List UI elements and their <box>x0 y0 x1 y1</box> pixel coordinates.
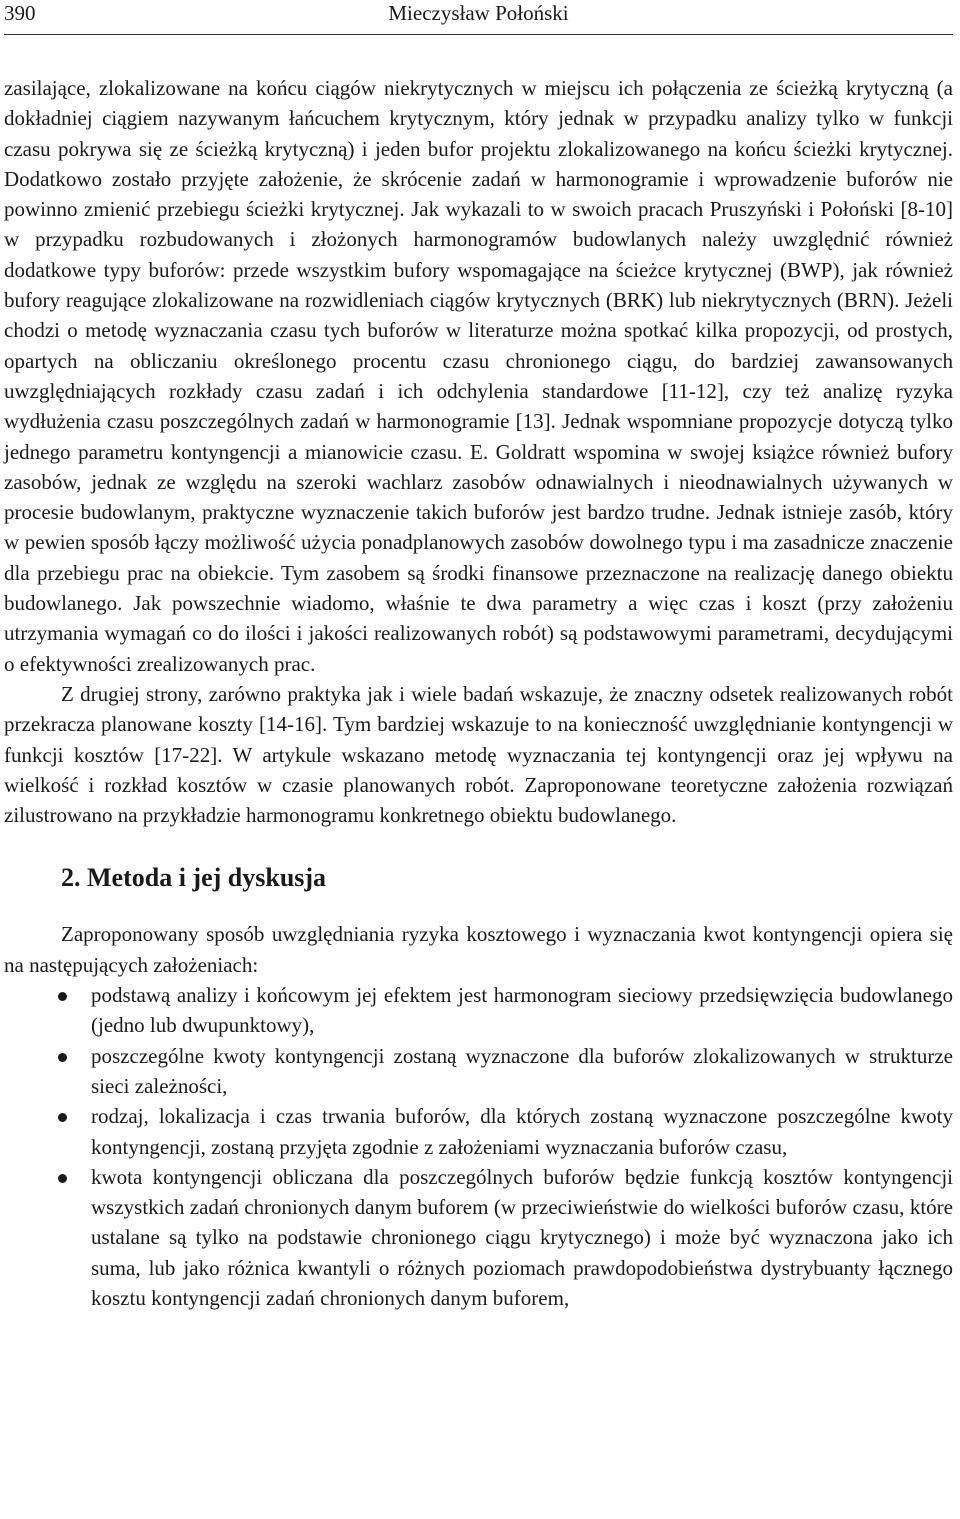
list-item <box>4 1041 953 1102</box>
paragraph: Z drugiej strony, zarówno praktyka jak i wiele badań wskazuje, że znaczny odsetek realizowanych robót przekracza planowane koszty [14-16]. Tym bardziej wskazuje to na konieczność uwzględnianie kontyngencji w funkcji kosztów [17-22]. W artykule wskazano metodę wyznaczania tej kontyngencji oraz jej wpływu na wielkość i rozkład kosztów w czasie planowanych robót. Zaproponowane teoretyczne założenia rozwiązań zilustrowano na przykładzie harmonogramu konkretnego obiektu budowlanego. <box>4 681 953 828</box>
list-item <box>4 980 953 1041</box>
bullet-icon <box>58 1053 67 1062</box>
page-number: 390 <box>4 1 36 25</box>
paragraph: zasilające, zlokalizowane na końcu ciągów niekrytycznych w miejscu ich połączenia ze ścieżką krytyczną (a dokładniej ciągiem nazywanym łańcuchem krytycznym, który jednak w przypadku analizy tylko w funkcji czasu pokrywa się ze ścieżką krytyczną) i jeden bufor projektu zlokalizowanego na końcu ścieżki krytycznej. Dodatkowo zostało przyjęte założenie, że skrócenie zadań w harmonogramie i wprowadzenie buforów nie powinno zmienić przebiegu ścieżki krytycznej. Jak wykazali to w swoich pracach Pruszyński i Połoński [8-10] w przypadku rozbudowanych i złożonych harmonogramów budowlanych należy uwzględnić również dodatkowe typy buforów: przede wszystkim bufory wspomagające na ścieżce krytycznej (BWP), jak również bufory reagujące zlokalizowane na rozwidleniach ciągów krytycznych (BRK) lub niekrytycznych (BRN). Jeżeli chodzi o metodę wyznaczania czasu tych buforów w literaturze można spotkać kilka propozycji, od prostych, opartych na obliczaniu określonego procentu czasu chronionego ciągu, do bardziej zawansowanych uwzględniających rozkłady czasu zadań i ich odchylenia standardowe [11-12], czy też analizę ryzyka wydłużenia czasu poszczególnych zadań w harmonogramie [13]. Jednak wspomniane propozycje dotyczą tylko jednego parametru kontyngencji a mianowicie czasu. E. Goldratt wspomina w swojej książce również bufory zasobów, jednak ze względu na szeroki wachlarz zasobów odnawialnych i nieodnawialnych używanych w procesie budowlanym, praktyczne wyznaczenie takich buforów jest bardzo trudne. Jednak istnieje zasób, który w pewien sposób łączy możliwość użycia ponadplanowych zasobów dowolnego typu i ma zasadnicze znaczenie dla przebiegu prac na obiekcie. Tym zasobem są środki finansowe przeznaczone na realizację danego obiektu budowlanego. Jak powszechnie wiadomo, właśnie te dwa parametry a więc czas i koszt (przy założeniu utrzymania wymagań co do ilości i jakości realizowanych robót) są podstawowymi parametrami, decydującymi o efektywności zrealizowanych prac. <box>4 76 953 676</box>
assumptions-list <box>4 980 953 1313</box>
list-item-text: poszczególne kwoty kontyngencji zostaną wyznaczone dla buforów zlokalizowanych w strukturze sieci zależności, <box>91 1043 953 1098</box>
bullet-icon <box>58 1174 67 1183</box>
list-item <box>4 1162 953 1313</box>
list-item-text: podstawą analizy i końcowym jej efektem jest harmonogram sieciowy przedsięwzięcia budowlanego (jedno lub dwupunktowy), <box>91 983 953 1038</box>
list-item-text: kwota kontyngencji obliczana dla poszczególnych buforów będzie funkcją kosztów kontyngencji wszystkich zadań chronionych danym buforem (w przeciwieństwie do wielkości buforów czasu, które ustalane są tylko na podstawie chronionego ciągu krytycznego) i może być wyznaczona jako ich suma, lub jako różnica kwantyli o różnych poziomach prawdopodobieństwa dystrybuanty łącznego kosztu kontyngencji zadań chronionych danym buforem, <box>91 1164 953 1310</box>
section-heading: 2. Metoda i jej dyskusja <box>61 863 327 893</box>
running-header-author: Mieczysław Połoński <box>388 1 569 25</box>
bullet-icon <box>58 992 67 1001</box>
section-intro: Zaproponowany sposób uwzględniania ryzyka kosztowego i wyznaczania kwot kontyngencji opiera się na następujących założeniach: <box>4 922 953 977</box>
bullet-icon <box>58 1113 67 1122</box>
running-header <box>4 0 953 35</box>
list-item <box>4 1101 953 1162</box>
page <box>4 0 953 1313</box>
body-text <box>4 73 953 1313</box>
list-item-text: rodzaj, lokalizacja i czas trwania buforów, dla których zostaną wyznaczone poszczególne kwoty kontyngencji, zostaną przyjęta zgodnie z założeniami wyznaczania buforów czasu, <box>91 1104 953 1159</box>
